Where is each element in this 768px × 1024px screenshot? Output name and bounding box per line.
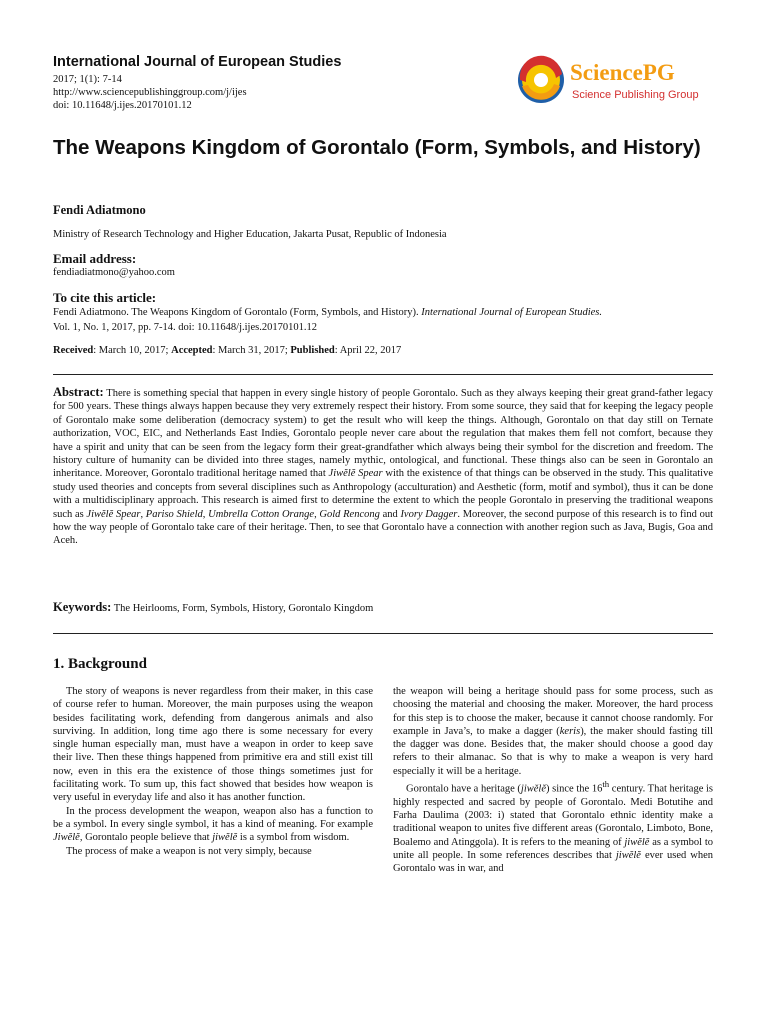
sciencepg-logo-icon — [514, 52, 714, 108]
superscript: th — [602, 779, 610, 790]
abstract-sep: and — [379, 508, 401, 520]
abstract-italic: Jiwĕlĕ Spear — [328, 468, 383, 480]
journal-name: International Journal of European Studies — [53, 54, 342, 70]
abstract — [53, 386, 713, 548]
abstract-italic: Gold Rencong — [319, 508, 380, 520]
text-span: ) since the 16 — [546, 783, 603, 795]
journal-url[interactable]: http://www.sciencepublishinggroup.com/j/ijes — [53, 87, 247, 98]
abstract-sep: , — [140, 508, 146, 520]
text-span: In the process development the weapon, weapon also has a function to be a symbol. In every single symbol, it has a kind of meaning. For example — [53, 805, 373, 830]
citation — [53, 305, 713, 335]
abstract-italic: Umbrella Cotton Orange — [208, 508, 315, 520]
cite-heading: To cite this article: — [53, 290, 157, 305]
italic-term: jiwĕlĕ — [520, 783, 546, 795]
published-label: Published — [290, 345, 335, 356]
accepted-date: : March 31, 2017; — [212, 345, 291, 356]
abstract-italic: Ivory Dagger — [400, 508, 458, 520]
paragraph: The story of weapons is never regardless from their maker, in this case of course refer to human. Moreover, the main purposes using the weapon besides facilitating work, defending from dangerous animals and also surviving. In addition, long time ago there is some necessary for every single human especially man, must have a weapon in order to keep save their live. Then these things happened from primitive era and still exist till now, even in this era the existence of those things sometimes just for facilitating work. To sum up, this fact showed that besides how weapon is very useful in everyday life and also it has another function. — [53, 686, 373, 804]
text-span: century. That heritage is highly respected and sacred by people of Gorontalo. Medi Botutihe and Farha Daulima (2003: i) stated that Gorontalo ethnic identity make a traditional weapon to unites five different areas (Gorontalo, Limboto, Bone, Boalemo and Atinggola). It is refers to the meaning of — [393, 783, 713, 848]
issue-info: 2017; 1(1): 7-14 — [53, 74, 122, 85]
received-date: : March 10, 2017; — [93, 345, 172, 356]
divider-top — [53, 374, 713, 375]
citation-lead: Fendi Adiatmono. The Weapons Kingdom of Gorontalo (Form, Symbols, and History). — [53, 307, 419, 318]
italic-term: jiwĕlĕ — [615, 850, 641, 862]
section-heading: 1. Background — [53, 656, 147, 672]
column-right — [393, 685, 713, 876]
abstract-italic: Jiwĕlĕ Spear — [86, 508, 141, 520]
abstract-label: Abstract: — [53, 385, 104, 399]
doi[interactable]: doi: 10.11648/j.ijes.20170101.12 — [53, 100, 192, 111]
italic-term: keris — [559, 725, 581, 737]
text-span: ever used when Gorontalo was in war, and — [393, 850, 713, 875]
paragraph — [53, 805, 373, 845]
abstract-text: with the existence of that things can be observed in the study. This qualitative study used theories and concepts from several disciplines such as Anthropology (acculturation) and Aesthetic (form, motif and symbol), thus it can be done with a multidisciplinary approach. This research is aimed first to determine the extent to which the people Gorontalo in preserving the traditional weapons such as — [53, 468, 713, 520]
author-affiliation: Ministry of Research Technology and Higher Education, Jakarta Pusat, Republic of Indonesia — [53, 229, 447, 240]
text-span: Gorontalo have a heritage ( — [406, 783, 521, 795]
published-date: : April 22, 2017 — [334, 345, 402, 356]
logo-name: SciencePG — [570, 60, 675, 85]
author-email[interactable]: fendiadiatmono@yahoo.com — [53, 267, 175, 278]
keywords-label: Keywords: — [53, 600, 112, 614]
abstract-sep: , — [202, 508, 209, 520]
article-title: The Weapons Kingdom of Gorontalo (Form, Symbols, and History) — [53, 136, 701, 159]
citation-rest: Vol. 1, No. 1, 2017, pp. 7-14. doi: 10.11648/j.ijes.20170101.12 — [53, 322, 317, 333]
text-span: ), the maker should fasting till the dagger was done. Besides that, the maker should choose a good day refers to their almanac. So that is why to make a weapon is very hard especially it will be a heritage. — [393, 725, 713, 777]
text-span: is a symbol from wisdom. — [237, 832, 350, 844]
keywords — [53, 600, 713, 615]
abstract-sep: , — [314, 508, 320, 520]
abstract-text: . Moreover, the second purpose of this research is to find out how the way people of Gorontalo take care of their heritage. Then, to see that Gorontalo have a connection with another region such as Java, Bugis, Goa and Aceh. — [53, 508, 714, 547]
citation-journal: International Journal of European Studies. — [421, 307, 603, 318]
text-span: as a symbol to unite all people. In some references describes that — [393, 836, 713, 862]
divider-bottom — [53, 633, 713, 634]
paragraph — [393, 778, 713, 876]
email-heading: Email address: — [53, 251, 137, 266]
author-name: Fendi Adiatmono — [53, 203, 146, 217]
accepted-label: Accepted — [171, 345, 213, 356]
italic-term: jiwĕlĕ — [624, 836, 650, 848]
text-span: the weapon will being a heritage should pass for some process, such as choosing the material and choosing the maker. Moreover, the hard process for this step is to choose the maker, because it cannot choose randomly. For example in Java’s, to make a dagger ( — [393, 686, 713, 737]
italic-term: Jiwĕlĕ, — [53, 832, 83, 844]
paragraph — [393, 685, 713, 778]
abstract-italic: Pariso Shield — [145, 508, 203, 520]
sciencepg-logo — [514, 52, 714, 108]
text-span: Gorontalo people believe that — [82, 832, 213, 844]
keywords-text: The Heirlooms, Form, Symbols, History, Gorontalo Kingdom — [111, 603, 374, 614]
abstract-text: There is something special that happen in every single history of people Gorontalo. Such as they always keeping their great grand-father legacy for 500 years. These things always happen because they very extremely respect their history. From some source, they said that for keeping the legacy people of Gorontalo make some deliberation (democracy system) to get the result who will keep the things. Although, Gorontalo on that day still on Ternate authorization, VOC, EIC, and Netherlands East Indies, Gorontalo people never care about the regulation that makes them fell not comfort, because they have a spirit and unity that can be seen from the legacy form their great-grandfather which always being their symbol for the discretion and freedom. The history culture of humanity can be divided into three stages, namely mythic, ontological, and functional. These things also can be seen in Gorontalo an inheritance. Moreover, Gorontalo traditional heritage named that — [53, 388, 713, 480]
logo-tagline: Science Publishing Group — [572, 89, 699, 101]
received-label: Received — [53, 345, 94, 356]
article-dates — [53, 345, 401, 356]
italic-term: jiwĕlĕ — [212, 832, 238, 844]
column-left — [53, 685, 373, 858]
paragraph: The process of make a weapon is not very simply, because — [66, 845, 312, 857]
